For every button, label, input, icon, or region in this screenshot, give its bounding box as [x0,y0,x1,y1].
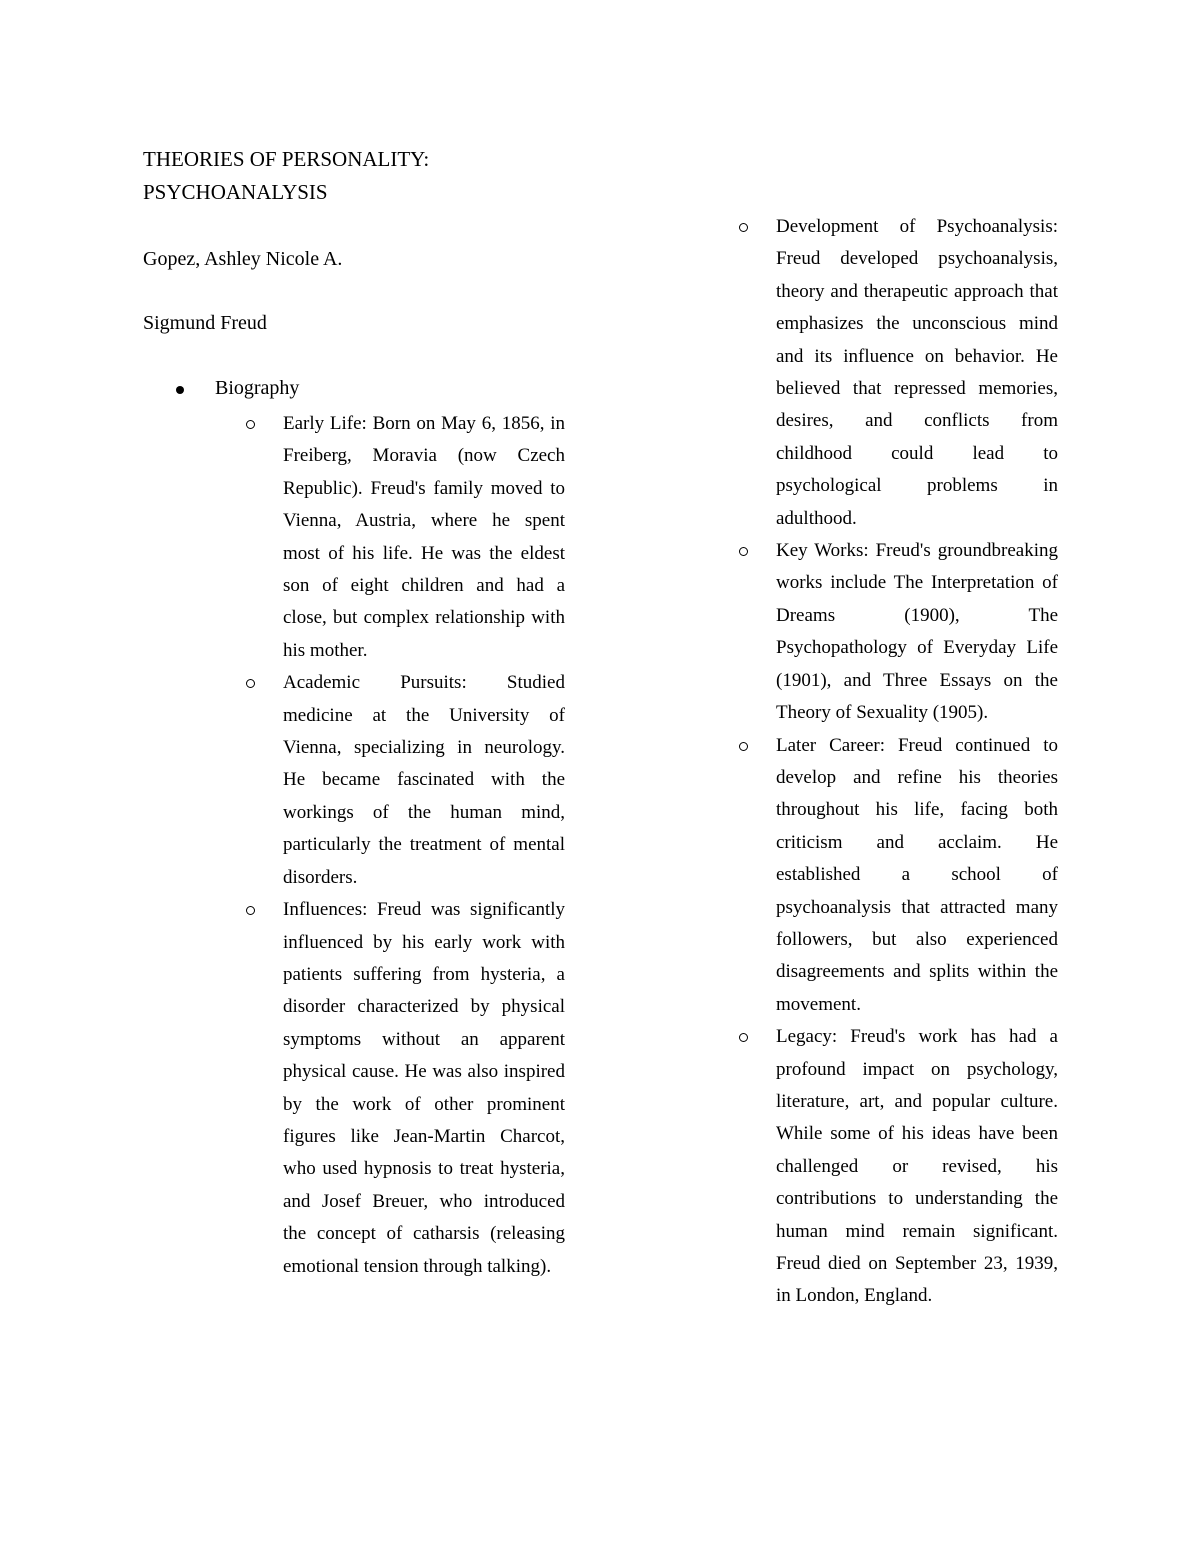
list-item-text: Development of Psychoanalysis: Freud developed psychoanalysis, theory and therapeutic approach that emphasizes the unconscious mind and its influence on behavior. He believed that repressed memories, desires, and conflicts from childhood could lead to psychological problems in adulthood. [776,216,1058,529]
left-column [283,408,565,1283]
list-item [283,408,565,667]
title-line-2: PSYCHOANALYSIS [143,180,328,204]
hollow-bullet-icon [739,742,748,751]
title-line-1: THEORIES OF PERSONALITY: [143,147,430,171]
author-name: Gopez, Ashley Nicole A. [143,248,343,270]
list-item-text: Legacy: Freud's work has had a profound impact on psychology, literature, art, and popular culture. While some of his ideas have been challenged or revised, his contributions to understanding the human mind remain significant. Freud died on September 23, 1939, in London, England. [776,1026,1058,1307]
hollow-bullet-icon [246,906,255,915]
hollow-bullet-icon [739,1033,748,1042]
hollow-bullet-icon [739,547,748,556]
list-item [776,535,1058,729]
section-heading: Biography [215,377,300,399]
subject-name: Sigmund Freud [143,312,267,334]
document-title [143,143,429,209]
hollow-bullet-icon [246,420,255,429]
list-item [776,730,1058,1022]
list-item-text: Academic Pursuits: Studied medicine at the University of Vienna, specializing in neurology. He became fascinated with the workings of the human mind, particularly the treatment of mental disorders. [283,672,565,888]
list-item [283,667,565,894]
filled-bullet-icon [176,386,184,394]
list-item [776,1021,1058,1313]
list-item [776,211,1058,535]
list-item [283,894,565,1283]
hollow-bullet-icon [246,679,255,688]
right-column [776,211,1058,1313]
list-item-text: Key Works: Freud's groundbreaking works include The Interpretation of Dreams (1900), The Psychopathology of Everyday Life (1901), and Three Essays on the Theory of Sexuality (1905). [776,540,1058,724]
list-item-text: Later Career: Freud continued to develop and refine his theories throughout his life, facing both criticism and acclaim. He established a school of psychoanalysis that attracted many followers, but also experienced disagreements and splits within the movement. [776,734,1058,1015]
list-item-text: Influences: Freud was significantly influenced by his early work with patients suffering from hysteria, a disorder characterized by physical symptoms without an apparent physical cause. He was also inspired by the work of other prominent figures like Jean-Martin Charcot, who used hypnosis to treat hysteria, and Josef Breuer, who introduced the concept of catharsis (releasing emotional tension through talking). [283,899,565,1277]
hollow-bullet-icon [739,223,748,232]
list-item-text: Early Life: Born on May 6, 1856, in Freiberg, Moravia (now Czech Republic). Freud's family moved to Vienna, Austria, where he spent most of his life. He was the eldest son of eight children and had a close, but complex relationship with his mother. [283,413,565,661]
